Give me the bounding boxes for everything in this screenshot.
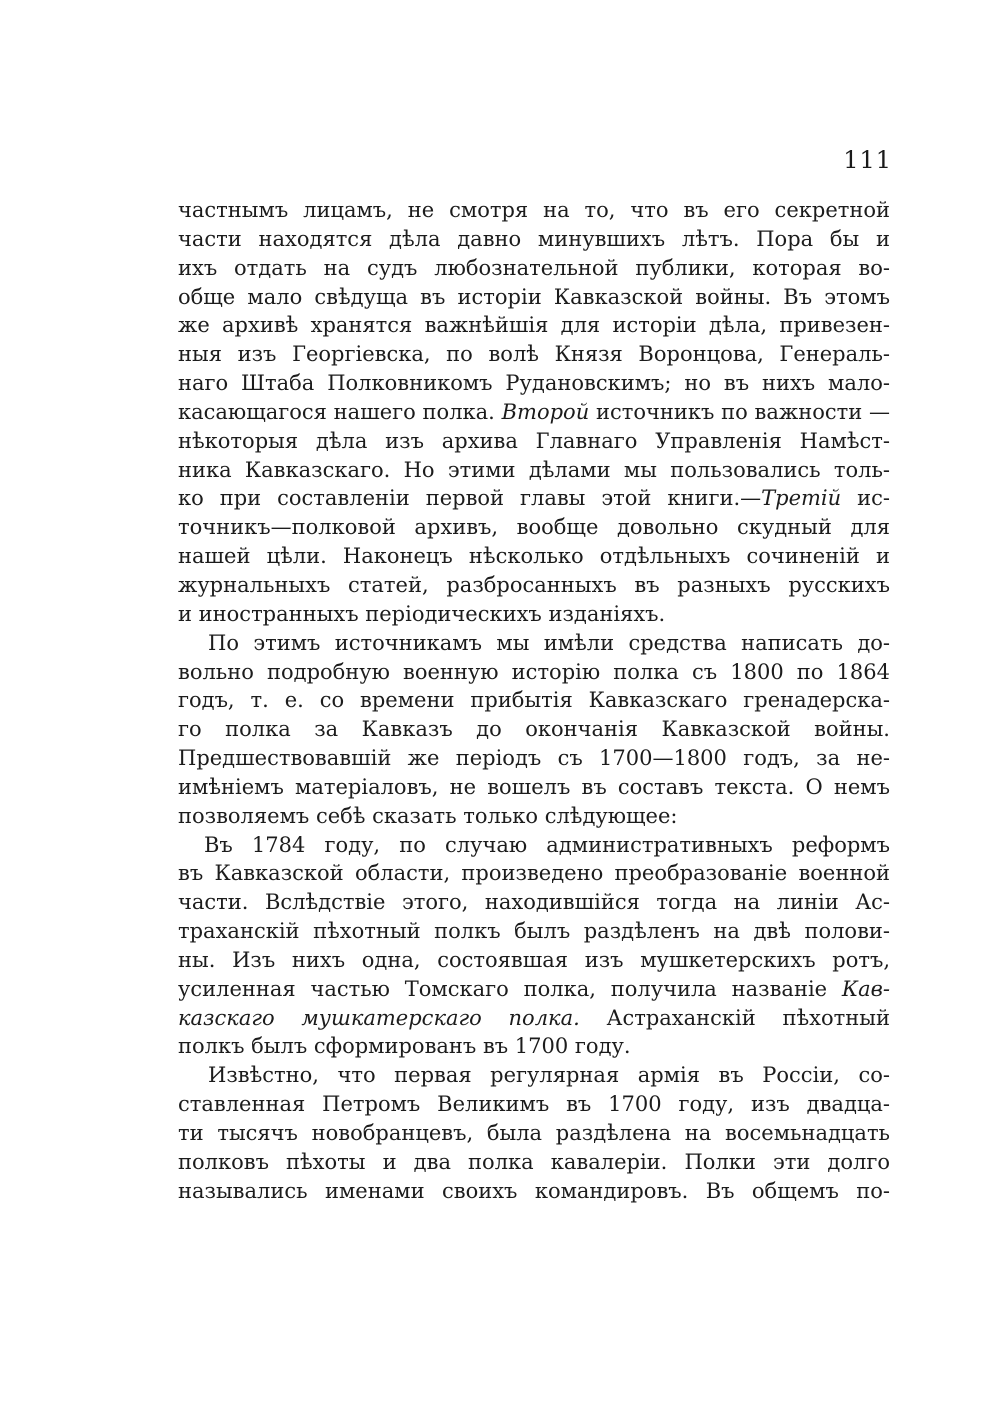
text-line: частнымъ лицамъ, не смотря на то, что въ его секретной (178, 198, 890, 222)
text-line (178, 1004, 890, 1033)
text-line: части находятся дѣла давно минувшихъ лѣтъ. Пора бы и (178, 226, 890, 251)
text-segment: Астраханскій пѣхотный (579, 1005, 890, 1030)
text-line: ихъ отдать на судъ любознательной публики, которая во- (178, 255, 890, 280)
text-segment: ко при составленіи первой главы этой книги.— (178, 486, 762, 511)
text-line: позволяемъ себѣ сказать только слѣдующее: (178, 803, 678, 828)
page-number: 111 (843, 146, 892, 174)
italic-text: Кав- (841, 976, 890, 1001)
text-line: нашей цѣли. Наконецъ нѣсколько отдѣльныхъ сочиненій и (178, 544, 890, 569)
text-line: наго Штаба Полковникомъ Рудановскимъ; но въ нихъ мало- (178, 371, 890, 396)
text-line: ставленная Петромъ Великимъ въ 1700 году, изъ двадца- (178, 1092, 890, 1117)
text-line: Предшествовавшій же періодъ съ 1700—1800 годъ, за не- (178, 746, 890, 771)
text-line: годъ, т. е. со времени прибытія Кавказскаго гренадерска- (178, 688, 890, 713)
text-line: части. Вслѣдствіе этого, находившійся тогда на линіи Ас- (178, 890, 890, 915)
italic-text: Третій (761, 486, 842, 511)
text-line: ны. Изъ нихъ одна, состоявшая изъ мушкетерскихъ ротъ, (178, 947, 890, 972)
body-text (178, 196, 890, 1206)
text-line (178, 398, 890, 427)
text-line: назывались именами своихъ командировъ. Въ общемъ по- (178, 1178, 890, 1203)
text-line (178, 484, 890, 513)
text-segment: усиленная частью Томскаго полка, получила названіе (178, 976, 842, 1001)
text-line: ти тысячъ новобранцевъ, была раздѣлена на восемьнадцать (178, 1121, 890, 1145)
text-line: го полка за Кавказъ до окончанія Кавказской войны. (178, 717, 890, 742)
italic-text: казскаго мушкатерскаго полка. (178, 1005, 580, 1030)
paragraph-start-line: Извѣстно, что первая регулярная армія въ Россіи, со- (208, 1063, 890, 1088)
text-line: точникъ—полковой архивъ, вообще довольно скудный для (178, 515, 890, 540)
text-line: и иностранныхъ періодическихъ изданіяхъ. (178, 601, 666, 626)
text-line: вольно подробную военную исторію полка съ 1800 по 1864 (178, 659, 890, 684)
text-line: въ Кавказской области, произведено преобразованіе военной (178, 861, 890, 886)
text-segment: ис- (841, 486, 890, 511)
text-segment: касающагося нашего полка. (178, 399, 502, 424)
text-line: ныя изъ Георгіевска, по волѣ Князя Воронцова, Генераль- (178, 342, 890, 367)
text-line: полкъ былъ сформированъ въ 1700 году. (178, 1034, 631, 1059)
text-line: же архивѣ хранятся важнѣйшія для исторіи дѣла, привезен- (178, 313, 890, 338)
italic-text: Второй (501, 399, 590, 424)
text-line: обще мало свѣдуща въ исторіи Кавказской войны. Въ этомъ (178, 284, 890, 309)
text-line: траханскій пѣхотный полкъ былъ раздѣленъ на двѣ полови- (178, 919, 890, 944)
text-line: нѣкоторыя дѣла изъ архива Главнаго Управленія Намѣст- (178, 428, 890, 453)
paragraph-start-line: По этимъ источникамъ мы имѣли средства написать до- (208, 630, 890, 655)
text-segment: источникъ по важности — (589, 399, 890, 424)
text-line: журнальныхъ статей, разбросанныхъ въ разныхъ русскихъ (178, 572, 890, 597)
text-line: имѣніемъ матеріаловъ, не вошелъ въ составъ текста. О немъ (178, 774, 890, 799)
text-line: ника Кавказскаго. Но этими дѣлами мы пользовались толь- (178, 457, 890, 482)
text-line: полковъ пѣхоты и два полка кавалеріи. Полки эти долго (178, 1149, 890, 1174)
paragraph-start-line: Въ 1784 году, по случаю административныхъ реформъ (204, 832, 890, 857)
text-line (178, 975, 890, 1004)
